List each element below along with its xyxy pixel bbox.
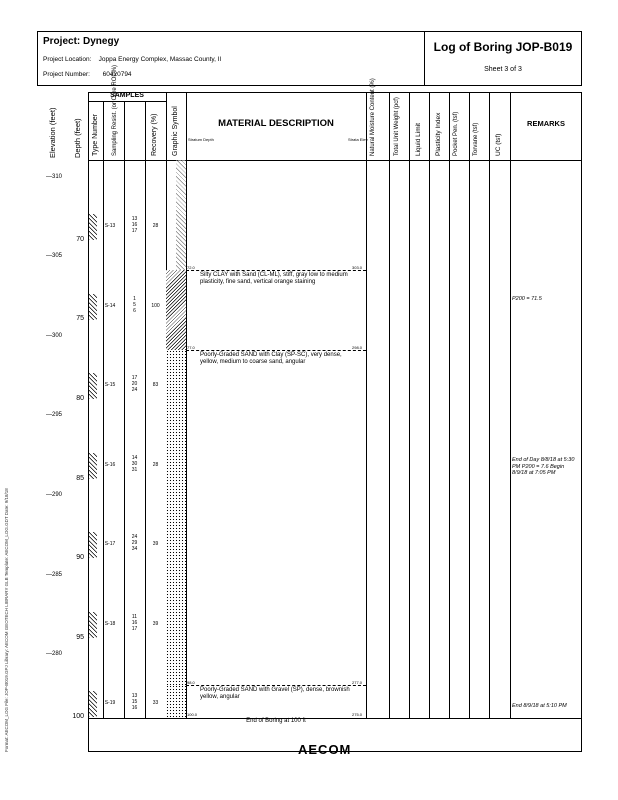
sample-marker xyxy=(89,214,97,240)
col-div xyxy=(409,92,410,718)
type-number-header: Type Number xyxy=(92,113,99,156)
col-div xyxy=(186,92,187,718)
remarks-header: REMARKS xyxy=(527,119,565,128)
elevation-label: —310 xyxy=(46,174,63,180)
col-div xyxy=(489,92,490,718)
sample-id: S-17 xyxy=(104,541,116,547)
sample-blows: 11 16 17 xyxy=(131,614,138,632)
header-row-divider xyxy=(88,160,582,161)
material-description-header: MATERIAL DESCRIPTION xyxy=(218,118,334,129)
depth-label: 75 xyxy=(76,315,84,322)
sample-blows: 24 29 34 xyxy=(131,534,138,552)
project-location: Project Location: Joppa Energy Complex, Massac County, Il xyxy=(43,56,222,63)
project-number: Project Number: 60420794 xyxy=(43,71,132,78)
remark: End 8/9/18 at 5:10 PM xyxy=(512,703,567,709)
depth-label: 100 xyxy=(72,713,84,720)
sample-id: S-14 xyxy=(104,303,116,309)
sample-recovery: 83 xyxy=(152,382,159,388)
col-div xyxy=(389,92,390,718)
sample-id: S-13 xyxy=(104,223,116,229)
stratum-depth: 77.0 xyxy=(187,345,195,350)
col-div xyxy=(449,92,450,718)
graphic-upper xyxy=(176,160,186,270)
boring-title: Log of Boring JOP-B019 xyxy=(433,40,573,54)
graphic-clay xyxy=(166,270,186,350)
sample-marker xyxy=(89,612,97,638)
torvane-header: Torvane (tsf) xyxy=(473,122,479,156)
uc-header: UC (tsf) xyxy=(495,133,502,156)
remark: P200 = 71.5 xyxy=(512,296,542,302)
natural-moisture-header: Natural Moisture Content (%) xyxy=(370,78,376,156)
elevation-label: —295 xyxy=(46,412,63,418)
aecom-logo: AECOM xyxy=(298,742,352,757)
recovery-header: Recovery (%) xyxy=(151,113,158,156)
sample-id: S-15 xyxy=(104,382,116,388)
stratum-depth-header: Stratum Depth xyxy=(188,137,214,142)
pocket-pen-header: Pocket Pen. (tsf) xyxy=(453,111,459,156)
bottom-elev: 275.0 xyxy=(352,712,363,717)
samples-divider xyxy=(88,101,166,102)
sampling-resist-header: Sampling Resist. (or Core ROD%) xyxy=(112,64,118,156)
col-div xyxy=(510,92,511,718)
graphic-symbol-header: Graphic Symbol xyxy=(172,106,179,156)
sample-recovery: 28 xyxy=(152,462,159,468)
sample-marker xyxy=(89,532,97,558)
stratum-depth: 72.0 xyxy=(187,265,195,270)
elevation-label: —290 xyxy=(46,492,63,498)
graphic-sand-clay xyxy=(166,350,186,685)
samples-header: SAMPLES xyxy=(110,92,144,99)
sample-id: S-16 xyxy=(104,462,116,468)
col-div xyxy=(366,92,367,718)
strata-elev-header: Strata Elev. xyxy=(348,137,369,142)
sample-blows: 17 20 24 xyxy=(131,375,138,393)
sample-recovery: 100 xyxy=(151,303,160,309)
sample-blows: 13 15 16 xyxy=(131,693,138,711)
plasticity-index-header: Plasticity Index xyxy=(435,112,442,156)
log-frame xyxy=(88,92,582,752)
graphic-sand-gravel xyxy=(166,685,186,718)
stratum-elev: 303.0 xyxy=(352,265,363,270)
remark: End of Day 8/8/18 at 5:30 PM P200 = 7.6 Begin 8/9/18 at 7:05 PM xyxy=(512,457,575,476)
sample-id: S-19 xyxy=(104,700,116,706)
sample-marker xyxy=(89,691,97,717)
stratum-description: Silty CLAY with Sand (CL-ML), stiff, gray low to medium plasticity, fine sand, vertical orange staining xyxy=(200,272,348,285)
stratum-elev: 298.0 xyxy=(352,345,363,350)
sample-recovery: 39 xyxy=(152,621,159,627)
elevation-label: —305 xyxy=(46,253,63,259)
elevation-label: —300 xyxy=(46,333,63,339)
stratum-description: Poorly-Graded SAND with Gravel (SP), dense, brownish yellow, angular xyxy=(200,687,350,700)
elevation-label: —285 xyxy=(46,572,63,578)
depth-header: Depth (feet) xyxy=(73,118,82,158)
sample-blows: 14 30 31 xyxy=(131,455,138,473)
sample-marker xyxy=(89,373,97,399)
project-title: Project: Dynegy xyxy=(43,36,120,47)
bottom-depth: 100.0 xyxy=(187,712,198,717)
elevation-label: —280 xyxy=(46,651,63,657)
end-of-boring: End of Boring at 100 ft xyxy=(246,718,306,724)
sample-recovery: 39 xyxy=(152,541,159,547)
sample-recovery: 33 xyxy=(152,700,159,706)
stratum-description: Poorly-Graded SAND with Clay (SP-SC), very dense, yellow, medium to coarse sand, angular xyxy=(200,352,342,365)
stratum-elev: 277.0 xyxy=(352,680,363,685)
col-div xyxy=(469,92,470,718)
elevation-header: Elevation (feet) xyxy=(48,107,57,158)
sample-marker xyxy=(89,453,97,479)
col-div xyxy=(429,92,430,718)
depth-label: 90 xyxy=(76,554,84,561)
depth-label: 80 xyxy=(76,395,84,402)
depth-label: 70 xyxy=(76,236,84,243)
sample-blows: 13 16 17 xyxy=(131,216,138,234)
total-unit-weight-header: Total Unit Weight (pcf) xyxy=(394,97,400,156)
sample-marker xyxy=(89,294,97,320)
sample-blows: 1 5 6 xyxy=(133,296,136,314)
depth-label: 85 xyxy=(76,475,84,482)
depth-label: 95 xyxy=(76,634,84,641)
stratum-depth: 98.0 xyxy=(187,680,195,685)
liquid-limit-header: Liquid Limit xyxy=(415,123,422,156)
format-note: Format: AECOM_LOG File: JOP-B019.GPJ Library: AECOM GEOTECH LIBRARY GLB Template: AECOM_LOG.GDT Date: 9/18/18 xyxy=(4,488,9,752)
sample-id: S-18 xyxy=(104,621,116,627)
sample-recovery: 28 xyxy=(152,223,159,229)
sheet-number: Sheet 3 of 3 xyxy=(484,66,522,73)
